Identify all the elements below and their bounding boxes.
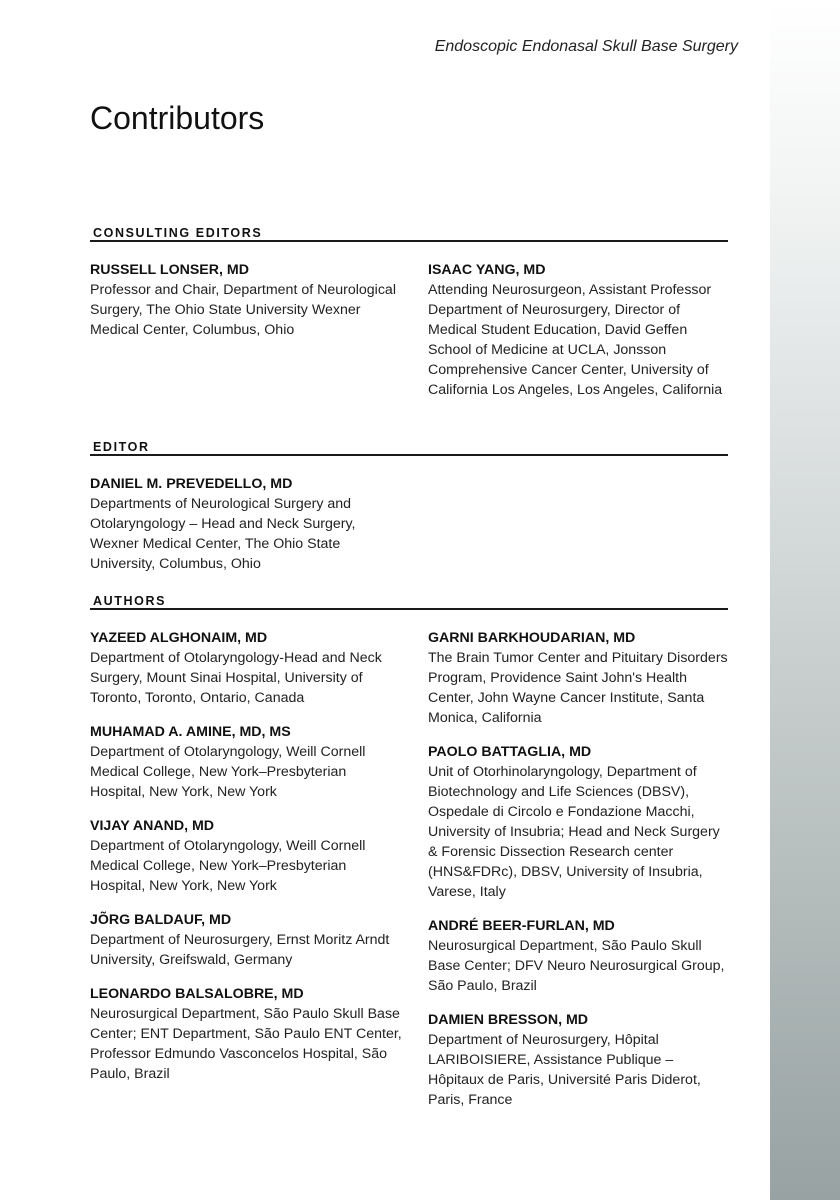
- contributor-name: GARNI BARKHOUDARIAN, MD: [428, 630, 636, 646]
- contributor-name: ANDRÉ BEER-FURLAN, MD: [428, 918, 615, 934]
- contributor-name: MUHAMAD A. AMINE, MD, MS: [90, 724, 291, 740]
- contributor-name: YAZEED ALGHONAIM, MD: [90, 630, 268, 646]
- contributor-entry: [428, 742, 728, 902]
- contributor-entry: [90, 984, 428, 1084]
- consulting-editors-section: [90, 226, 728, 414]
- contributor-affiliation: Department of Otolaryngology-Head and Neck Surgery, Mount Sinai Hospital, University of Toronto, Toronto, Ontario, Canada: [90, 650, 382, 706]
- contributor-name: DANIEL M. PREVEDELLO, MD: [90, 476, 293, 492]
- contributor-entry: [90, 474, 428, 574]
- contributor-name: JÕRG BALDAUF, MD: [90, 912, 232, 928]
- page-title: Contributors: [90, 100, 265, 136]
- running-head: Endoscopic Endonasal Skull Base Surgery: [434, 38, 738, 55]
- left-column: [90, 628, 428, 1124]
- section-header: EDITOR: [90, 440, 728, 456]
- contributor-entry: [90, 722, 428, 802]
- contributor-affiliation: Departments of Neurological Surgery and Otolaryngology – Head and Neck Surgery, Wexner Medical Center, The Ohio State University, Columbus, Ohio: [90, 496, 356, 572]
- contributor-affiliation: Department of Neurosurgery, Hôpital LARIBOISIERE, Assistance Publique – Hôpitaux de Paris, Université Paris Diderot, Paris, France: [428, 1032, 701, 1108]
- contributor-entry: [90, 628, 428, 708]
- contributor-entry: [90, 260, 428, 340]
- section-header: CONSULTING EDITORS: [90, 226, 728, 242]
- contributor-name: VIJAY ANAND, MD: [90, 818, 215, 834]
- contributor-entry: [428, 260, 728, 400]
- contributor-name: LEONARDO BALSALOBRE, MD: [90, 986, 304, 1002]
- contributor-entry: [428, 1010, 728, 1110]
- editor-section: [90, 440, 728, 588]
- right-column: [428, 260, 728, 414]
- contributor-affiliation: Neurosurgical Department, São Paulo Skull Base Center; ENT Department, São Paulo ENT Center, Professor Edmundo Vasconcelos Hospital, São Paulo, Brazil: [90, 1006, 402, 1082]
- contributor-entry: [90, 910, 428, 970]
- left-column: [90, 260, 428, 414]
- columns: [90, 474, 728, 588]
- decorative-side-bar: [770, 0, 840, 1200]
- right-column: [428, 628, 728, 1124]
- contributor-affiliation: Department of Otolaryngology, Weill Cornell Medical College, New York–Presbyterian Hospital, New York, New York: [90, 744, 366, 800]
- contributor-entry: [90, 816, 428, 896]
- authors-section: [90, 594, 728, 1124]
- columns: [90, 628, 728, 1124]
- contributor-affiliation: Department of Otolaryngology, Weill Cornell Medical College, New York–Presbyterian Hospital, New York, New York: [90, 838, 366, 894]
- contributor-name: ISAAC YANG, MD: [428, 262, 546, 278]
- contributor-affiliation: Department of Neurosurgery, Ernst Moritz Arndt University, Greifswald, Germany: [90, 932, 390, 968]
- left-column: [90, 474, 428, 588]
- columns: [90, 260, 728, 414]
- contributor-name: DAMIEN BRESSON, MD: [428, 1012, 589, 1028]
- contributor-affiliation: The Brain Tumor Center and Pituitary Disorders Program, Providence Saint John's Health Center, John Wayne Cancer Institute, Santa Monica, California: [428, 650, 728, 726]
- contributor-affiliation: Neurosurgical Department, São Paulo Skull Base Center; DFV Neuro Neurosurgical Group, São Paulo, Brazil: [428, 938, 725, 994]
- contributor-entry: [428, 916, 728, 996]
- contributor-affiliation: Attending Neurosurgeon, Assistant Professor Department of Neurosurgery, Director of Medical Student Education, David Geffen School of Medicine at UCLA, Jonsson Comprehensive Cancer Center, University of California Los Angeles, Los Angeles, California: [428, 282, 723, 398]
- contributor-name: RUSSELL LONSER, MD: [90, 262, 249, 278]
- section-header: AUTHORS: [90, 594, 728, 610]
- contributor-affiliation: Unit of Otorhinolaryngology, Department of Biotechnology and Life Sciences (DBSV), Ospedale di Circolo e Fondazione Macchi, University of Insubria; Head and Neck Surgery & Forensic Dissection Research center (HNS&FDRc), DBSV, University of Insubria, Varese, Italy: [428, 764, 720, 900]
- contributor-affiliation: Professor and Chair, Department of Neurological Surgery, The Ohio State University Wexner Medical Center, Columbus, Ohio: [90, 282, 396, 338]
- contributor-name: PAOLO BATTAGLIA, MD: [428, 744, 592, 760]
- contributor-entry: [428, 628, 728, 728]
